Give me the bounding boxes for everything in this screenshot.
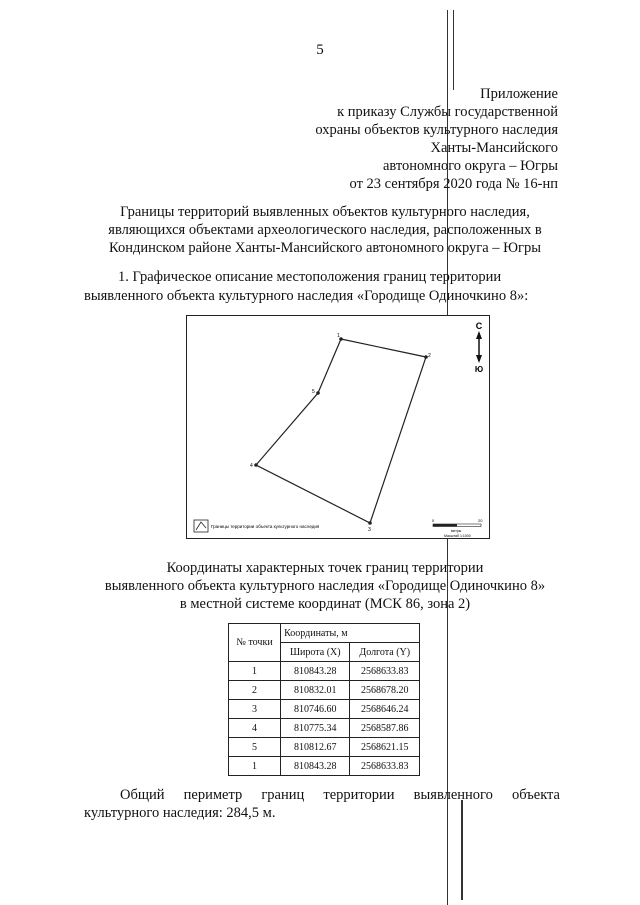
point-label: 2 (428, 353, 431, 359)
table-row (229, 719, 420, 738)
cell-point: 1 (229, 757, 281, 776)
cell-x: 810843.28 (281, 757, 350, 776)
appendix-line: автономного округа – Югры (382, 158, 558, 174)
appendix-line: Приложение (480, 86, 558, 102)
caption-line: выявленного объекта культурного наследия «Городище Одиночкино 8» (104, 578, 546, 594)
perimeter-paragraph (84, 786, 560, 822)
cell-point: 2 (229, 681, 281, 700)
table-row (229, 738, 420, 757)
cell-y: 2568587.86 (350, 719, 420, 738)
point-label: 1 (337, 333, 340, 339)
column-header-coords: Координаты, м (281, 624, 420, 643)
boundary-point (368, 521, 372, 525)
heading-line: являющихся объектами археологического наследия, расположенных в (108, 222, 542, 238)
cell-x: 810812.67 (281, 738, 350, 757)
column-header-y: Долгота (Y) (350, 643, 420, 662)
table-row (229, 757, 420, 776)
cell-y: 2568646.24 (350, 700, 420, 719)
legend-text: Границы территории объекта культурного наследия (211, 524, 320, 529)
page-number: 5 (316, 42, 324, 58)
cell-x: 810843.28 (281, 662, 350, 681)
appendix-header (315, 85, 558, 193)
appendix-line: к приказу Службы государственной (337, 104, 558, 120)
cell-y: 2568633.83 (350, 757, 420, 776)
table-row (229, 681, 420, 700)
cell-x: 810746.60 (281, 700, 350, 719)
scale-unit: метры (451, 529, 462, 533)
heading-line: Границы территорий выявленных объектов культурного наследия, (120, 204, 530, 220)
table-row (229, 700, 420, 719)
table-caption (60, 559, 590, 613)
boundary-map (186, 315, 490, 539)
column-header-point: № точки (229, 624, 281, 662)
cell-point: 1 (229, 662, 281, 681)
boundary-point (254, 463, 258, 467)
cell-point: 3 (229, 700, 281, 719)
perimeter-line: Общий периметр границ территории выявленного объекта (120, 787, 560, 803)
boundary-point (316, 391, 320, 395)
cell-y: 2568678.20 (350, 681, 420, 700)
appendix-line: Ханты-Мансийского (430, 140, 558, 156)
section-1-line: 1. Графическое описание местоположения границ территории (118, 269, 502, 285)
scale-max: 20 (478, 518, 483, 523)
heading-line: Кондинском районе Ханты-Мансийского автономного округа – Югры (109, 240, 541, 256)
perimeter-line: культурного наследия: 284,5 м. (84, 805, 276, 821)
cell-y: 2568621.15 (350, 738, 420, 757)
cell-point: 4 (229, 719, 281, 738)
north-label: С (475, 321, 483, 331)
cell-x: 810775.34 (281, 719, 350, 738)
coordinates-table (228, 623, 420, 776)
column-header-x: Широта (X) (281, 643, 350, 662)
scale-zero: 0 (432, 518, 435, 523)
table-row (229, 662, 420, 681)
cell-point: 5 (229, 738, 281, 757)
appendix-line: охраны объектов культурного наследия (315, 122, 558, 138)
point-label: 4 (250, 463, 253, 469)
scale-ratio: Масштаб 1:1000 (444, 534, 471, 538)
section-1-paragraph (84, 268, 558, 306)
section-1-line: выявленного объекта культурного наследия «Городище Одиночкино 8»: (84, 288, 529, 304)
cell-y: 2568633.83 (350, 662, 420, 681)
cell-x: 810832.01 (281, 681, 350, 700)
map-frame (187, 316, 490, 539)
caption-line: в местной системе координат (МСК 86, зона 2) (179, 596, 471, 612)
document-heading (60, 203, 590, 257)
appendix-line: от 23 сентября 2020 года № 16-нп (349, 176, 558, 192)
point-label: 5 (312, 389, 315, 395)
point-label: 3 (368, 527, 371, 533)
south-label: Ю (474, 365, 484, 374)
caption-line: Координаты характерных точек границ территории (166, 560, 484, 576)
